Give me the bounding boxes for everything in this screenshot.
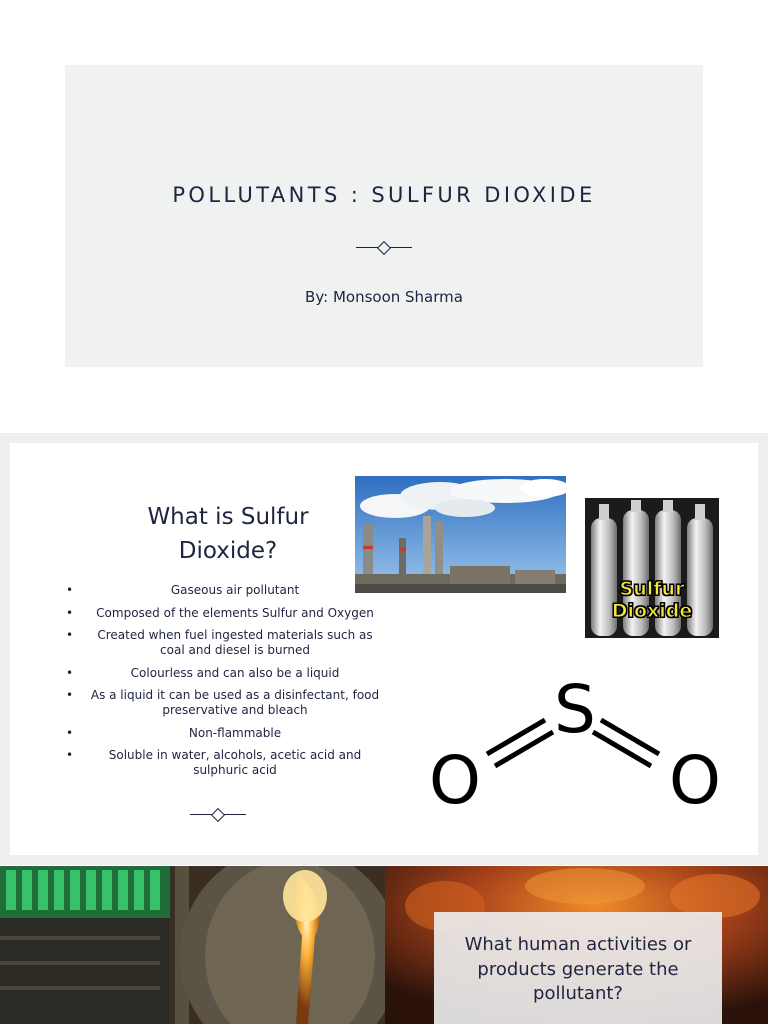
factory-smokestacks-image <box>355 476 566 593</box>
list-item: • Colourless and can also be a liquid <box>68 666 388 681</box>
steel-pouring-image <box>0 866 385 1024</box>
gas-cylinders-image <box>585 498 719 638</box>
definition-card <box>10 443 758 855</box>
title-card <box>65 65 703 367</box>
sulfur-atom-label: S <box>554 671 596 748</box>
cylinder-label: Sulfur Dioxide <box>611 578 693 622</box>
diamond-icon <box>211 808 225 822</box>
diamond-icon <box>377 241 391 255</box>
title-divider <box>356 241 412 255</box>
list-item: • Non-flammable <box>68 726 388 741</box>
list-item: • Soluble in water, alcohols, acetic acid and sulphuric acid <box>68 748 388 778</box>
human-activities-slide <box>0 866 768 1024</box>
list-item: • Gaseous air pollutant <box>68 583 388 598</box>
question-text: What human activities or products generate the pollutant? <box>464 934 692 1004</box>
question-card <box>434 912 722 1024</box>
so2-molecule-diagram <box>415 658 735 808</box>
list-item: • Composed of the elements Sulfur and Oxygen <box>68 606 388 621</box>
slide-title: POLLUTANTS : SULFUR DIOXIDE <box>172 183 596 207</box>
oxygen-atom-label: O <box>429 742 481 808</box>
author-line: By: Monsoon Sharma <box>305 288 463 306</box>
definition-heading: What is Sulfur Dioxide? <box>147 504 309 564</box>
list-divider <box>190 808 246 822</box>
fact-list <box>68 583 388 786</box>
definition-slide <box>0 433 768 865</box>
title-slide <box>0 0 768 432</box>
oxygen-atom-label: O <box>669 742 721 808</box>
list-item: • Created when fuel ingested materials such as coal and diesel is burned <box>68 628 388 658</box>
list-item: • As a liquid it can be used as a disinfectant, food preservative and bleach <box>68 688 388 718</box>
